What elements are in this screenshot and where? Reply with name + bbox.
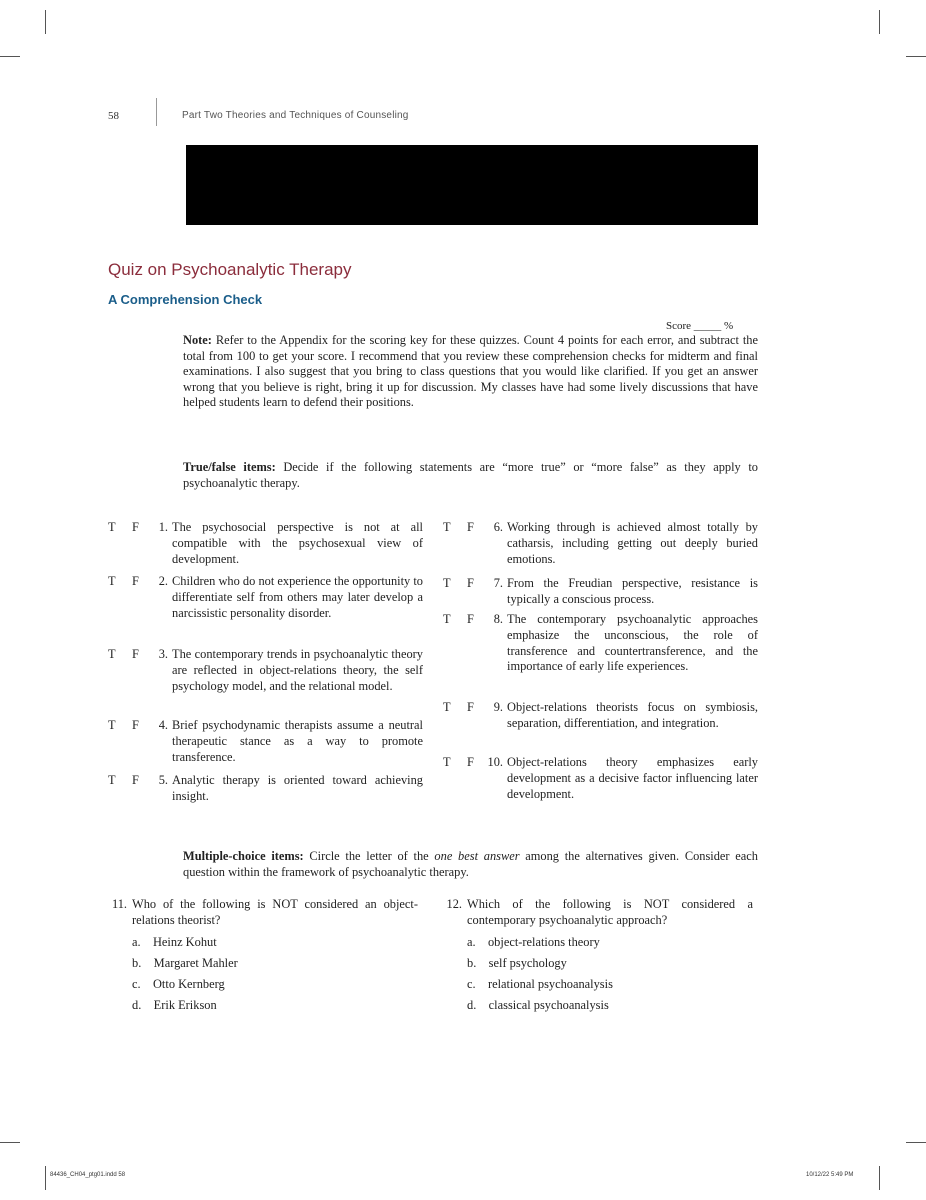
crop-mark [0,56,20,57]
question-text: Who of the following is NOT considered an object-relations theorist? [132,897,418,927]
item-text: The contemporary psychoanalytic approaches emphasize the unconscious, the role of transference and countertransference, and the importance of early life experiences. [507,612,758,674]
true-option[interactable]: T [443,520,451,534]
true-option[interactable]: T [108,773,116,787]
answer-option-c[interactable]: c. relational psychoanalysis [467,977,613,991]
item-text: Working through is achieved almost totally by catharsis, including getting out deeply buried emotions. [507,520,758,566]
item-number: 6. [493,520,503,534]
answer-option-d[interactable]: d. Erik Erikson [132,998,217,1012]
multiple-choice-label: Multiple-choice items: [183,849,304,863]
question-number: 11. [111,897,127,911]
crop-mark [906,1142,926,1143]
crop-mark [879,1166,880,1190]
item-number: 5. [158,773,168,787]
false-option[interactable]: F [467,755,474,769]
item-text: From the Freudian perspective, resistance is typically a conscious process. [507,576,758,606]
true-option[interactable]: T [443,700,451,714]
item-number: 1. [158,520,168,534]
crop-mark [45,1166,46,1190]
true-option[interactable]: T [108,574,116,588]
multiple-choice-instructions [183,849,758,880]
file-slug: 84436_CH04_ptg01.indd 58 [50,1172,126,1178]
answer-option-c[interactable]: c. Otto Kernberg [132,977,225,991]
page-number: 58 [108,110,119,122]
question-text: Which of the following is NOT considered a contemporary psychoanalytic approach? [467,897,753,927]
item-number: 10. [487,755,503,769]
false-option[interactable]: F [467,520,474,534]
answer-option-a[interactable]: a. object-relations theory [467,935,600,949]
item-number: 2. [158,574,168,588]
mc-intro-b: among the alternatives given. Consider each question within the framework of psychoanalytic therapy. [183,849,758,879]
false-option[interactable]: F [467,700,474,714]
item-text: Brief psychodynamic therapists assume a neutral therapeutic stance as a way to promote transference. [172,718,423,764]
mc-intro-a: Circle the letter of the [303,849,435,863]
note-paragraph [183,333,758,411]
true-false-label: True/false items: [183,460,276,474]
false-option[interactable]: F [132,773,139,787]
false-option[interactable]: F [132,718,139,732]
crop-mark [45,10,46,34]
true-option[interactable]: T [108,718,116,732]
false-option[interactable]: F [467,612,474,626]
print-timestamp: 10/12/22 5:49 PM [806,1172,854,1178]
true-false-intro: Decide if the following statements are “more true” or “more false” as they apply to psychoanalytic therapy. [183,460,759,490]
item-number: 3. [158,647,168,661]
question-number: 12. [446,897,462,911]
score-field: Score _____ % [666,320,734,332]
mc-intro-emphasis: one best answer [434,849,520,863]
answer-option-b[interactable]: b. self psychology [467,956,567,970]
header-divider [156,98,157,126]
true-option[interactable]: T [108,647,116,661]
true-option[interactable]: T [108,520,116,534]
answer-option-a[interactable]: a. Heinz Kohut [132,935,217,949]
true-option[interactable]: T [443,612,451,626]
running-head: Part Two Theories and Techniques of Counseling [182,110,409,121]
item-number: 9. [493,700,503,714]
crop-mark [879,10,880,34]
true-option[interactable]: T [443,576,451,590]
item-text: Object-relations theorists focus on symbiosis, separation, differentiation, and integration. [507,700,758,730]
item-text: Children who do not experience the opportunity to differentiate self from others may later develop a narcissistic personality disorder. [172,574,423,620]
false-option[interactable]: F [132,520,139,534]
item-text: The contemporary trends in psychoanalytic theory are reflected in object-relations theory, the self psychology model, and the relational model. [172,647,423,693]
item-number: 7. [493,576,503,590]
false-option[interactable]: F [132,574,139,588]
crop-mark [0,1142,20,1143]
answer-option-b[interactable]: b. Margaret Mahler [132,956,238,970]
false-option[interactable]: F [467,576,474,590]
quiz-title: Quiz on Psychoanalytic Therapy [108,260,352,279]
true-option[interactable]: T [443,755,451,769]
redaction-block [186,145,758,225]
item-text: Analytic therapy is oriented toward achieving insight. [172,773,423,803]
answer-option-d[interactable]: d. classical psychoanalysis [467,998,609,1012]
note-label: Note: [183,333,212,347]
false-option[interactable]: F [132,647,139,661]
note-text: Refer to the Appendix for the scoring key for these quizzes. Count 4 points for each error, and subtract the total from 100 to get your score. I recommend that you review these comprehension checks for midterm and final examinations. I also suggest that you bring to class questions that you would like clarified. If you get an answer wrong that you believe is right, bring it up for discussion. My classes have had some lively discussions that have helped students learn to defend their positions. [183,333,758,409]
item-number: 8. [493,612,503,626]
item-text: Object-relations theory emphasizes early development as a decisive factor influencing later development. [507,755,758,801]
item-number: 4. [158,718,168,732]
item-text: The psychosocial perspective is not at all compatible with the psychosexual view of development. [172,520,423,566]
crop-mark [906,56,926,57]
true-false-instructions [183,460,758,491]
quiz-subtitle: A Comprehension Check [108,292,263,307]
